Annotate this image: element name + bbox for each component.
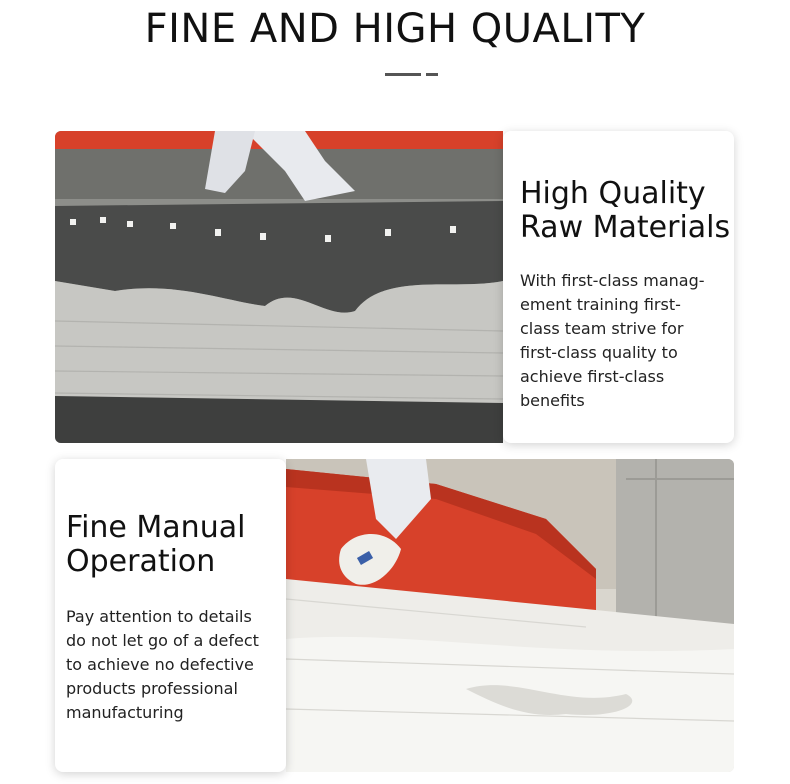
manual-operation-heading <box>66 511 286 579</box>
title-divider <box>385 73 421 76</box>
heading-line: Raw Materials <box>520 210 731 245</box>
heading-line: Fine Manual <box>66 510 246 545</box>
description-line: class team strive for <box>520 319 684 338</box>
description-line: products professional <box>66 679 238 698</box>
page-title: FINE AND HIGH QUALITY <box>144 6 646 52</box>
raw-materials-heading <box>520 177 734 245</box>
manual-operation-description <box>66 605 286 725</box>
description-line: benefits <box>520 391 585 410</box>
raw-materials-photo <box>55 131 503 443</box>
description-line: manufacturing <box>66 703 184 722</box>
description-line: achieve first-class <box>520 367 665 386</box>
manual-operation-photo <box>286 459 734 772</box>
description-line: first-class quality to <box>520 343 678 362</box>
raw-materials-description <box>520 269 734 413</box>
description-line: With first-class manag- <box>520 271 705 290</box>
description-line: Pay attention to details <box>66 607 252 626</box>
description-line: ement training first- <box>520 295 681 314</box>
title-divider-dot <box>426 73 438 76</box>
description-line: to achieve no defective <box>66 655 254 674</box>
manual-operation-card <box>55 459 286 772</box>
heading-line: High Quality <box>520 176 706 211</box>
heading-line: Operation <box>66 544 216 579</box>
raw-materials-card <box>503 131 734 443</box>
description-line: do not let go of a defect <box>66 631 259 650</box>
